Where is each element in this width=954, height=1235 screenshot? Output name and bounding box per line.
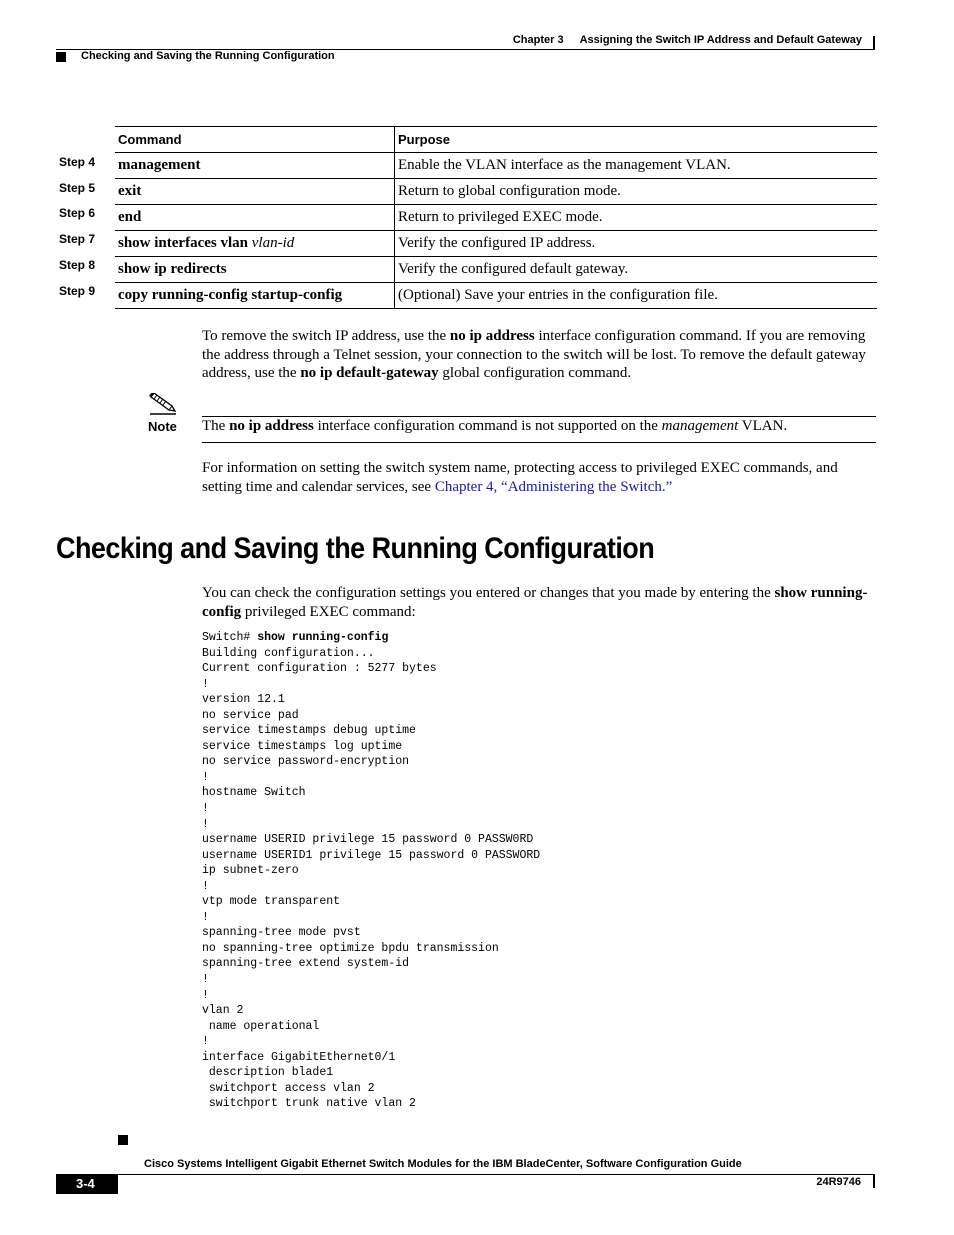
column-header-command: Command bbox=[115, 127, 395, 153]
command-cell bbox=[115, 205, 395, 231]
command-cell bbox=[115, 283, 395, 309]
cli-prompt: Switch# bbox=[202, 631, 258, 644]
command-cell bbox=[115, 257, 395, 283]
text-run: To remove the switch IP address, use the bbox=[202, 328, 450, 344]
text-run: VLAN. bbox=[738, 418, 788, 434]
code-line: username USERID privilege 15 password 0 PASSW0RD bbox=[202, 833, 534, 847]
step-label-8: Step 8 bbox=[59, 258, 96, 272]
text-run: privileged EXEC command: bbox=[241, 603, 416, 620]
command-argument: vlan-id bbox=[251, 235, 295, 251]
code-prompt-line bbox=[202, 630, 540, 646]
purpose-cell: Verify the configured default gateway. bbox=[395, 257, 878, 283]
italic-term: management bbox=[661, 418, 739, 434]
code-line: ! bbox=[202, 677, 209, 691]
code-line: description blade1 bbox=[202, 1066, 334, 1080]
command-keyword: no ip default-gateway bbox=[300, 365, 439, 381]
code-lines bbox=[202, 646, 540, 1112]
command-text: show ip redirects bbox=[118, 261, 227, 277]
code-line: no service pad bbox=[202, 708, 299, 722]
document-number: 24R9746 bbox=[816, 1176, 861, 1188]
code-line: no service password-encryption bbox=[202, 755, 410, 769]
command-text: copy running-config startup-config bbox=[118, 287, 343, 303]
text-run: interface configuration command. If you are removing the address through a Telnet session, your connection to the switch will be lost. To remove the default gateway address, use the bbox=[202, 328, 866, 381]
purpose-cell: Return to global configuration mode. bbox=[395, 179, 878, 205]
command-text: exit bbox=[118, 183, 142, 199]
step-label-5: Step 5 bbox=[59, 181, 96, 195]
footer-book-title: Cisco Systems Intelligent Gigabit Ethernet Switch Modules for the IBM BladeCenter, Software Configuration Guide bbox=[144, 1158, 742, 1170]
text-run: interface configuration command is not supported on the bbox=[313, 418, 662, 434]
note-top-rule bbox=[202, 416, 876, 417]
header-tick-mark bbox=[873, 36, 875, 50]
section-heading: Checking and Saving the Running Configuration bbox=[56, 532, 655, 565]
table-row bbox=[115, 179, 877, 205]
command-cell bbox=[115, 153, 395, 179]
code-line: name operational bbox=[202, 1019, 320, 1033]
command-text: end bbox=[118, 209, 142, 225]
running-config-code-block bbox=[202, 630, 540, 1112]
table-header-row bbox=[115, 127, 877, 153]
command-table bbox=[115, 126, 877, 309]
note-bottom-rule bbox=[202, 442, 876, 443]
command-keyword: show running-config bbox=[202, 585, 868, 620]
info-paragraph bbox=[202, 459, 878, 496]
running-header-chapter bbox=[513, 34, 862, 46]
text-run: For information on setting the switch system name, protecting access to privileged EXEC commands, and setting time and calendar services, see bbox=[202, 460, 838, 495]
code-line: Current configuration : 5277 bytes bbox=[202, 662, 437, 676]
table-row bbox=[115, 231, 877, 257]
code-line: switchport trunk native vlan 2 bbox=[202, 1097, 416, 1111]
column-header-purpose: Purpose bbox=[395, 127, 878, 153]
footer-rule bbox=[118, 1174, 875, 1175]
code-line: hostname Switch bbox=[202, 786, 306, 800]
code-line: Building configuration... bbox=[202, 646, 375, 660]
code-line: ! bbox=[202, 973, 209, 987]
text-run: global configuration command. bbox=[438, 365, 632, 381]
command-cell bbox=[115, 179, 395, 205]
code-line: vlan 2 bbox=[202, 1004, 244, 1018]
note-text bbox=[202, 418, 787, 435]
step-label-7: Step 7 bbox=[59, 232, 96, 246]
remove-ip-paragraph bbox=[202, 327, 878, 383]
code-line: ! bbox=[202, 910, 209, 924]
text-run: The bbox=[202, 418, 230, 434]
code-line: ! bbox=[202, 817, 209, 831]
code-line: ! bbox=[202, 1035, 209, 1049]
command-text: show interfaces vlan bbox=[118, 235, 248, 251]
code-line: ! bbox=[202, 988, 209, 1002]
command-cell bbox=[115, 231, 395, 257]
running-header-section: Checking and Saving the Running Configuration bbox=[81, 50, 335, 62]
purpose-cell: Return to privileged EXEC mode. bbox=[395, 205, 878, 231]
code-line: switchport access vlan 2 bbox=[202, 1081, 375, 1095]
command-keyword: no ip address bbox=[229, 418, 314, 434]
code-line: username USERID1 privilege 15 password 0 PASSWORD bbox=[202, 848, 541, 862]
purpose-cell: Verify the configured IP address. bbox=[395, 231, 878, 257]
step-label-6: Step 6 bbox=[59, 206, 96, 220]
code-line: no spanning-tree optimize bpdu transmission bbox=[202, 941, 499, 955]
code-line: ! bbox=[202, 879, 209, 893]
chapter-title: Assigning the Switch IP Address and Default Gateway bbox=[579, 34, 862, 46]
step-label-4: Step 4 bbox=[59, 155, 96, 169]
cli-command: show running-config bbox=[257, 631, 389, 644]
step-label-9: Step 9 bbox=[59, 284, 96, 298]
table-row bbox=[115, 283, 877, 309]
table-row bbox=[115, 153, 877, 179]
footer-tick-mark bbox=[873, 1174, 875, 1188]
page-number: 3-4 bbox=[56, 1174, 118, 1194]
pencil-note-icon bbox=[148, 393, 178, 420]
purpose-cell: Enable the VLAN interface as the management VLAN. bbox=[395, 153, 878, 179]
code-line: service timestamps log uptime bbox=[202, 739, 403, 753]
text-run: You can check the configuration settings you entered or changes that you made by entering the bbox=[202, 585, 775, 601]
code-line: vtp mode transparent bbox=[202, 895, 341, 909]
table-row bbox=[115, 205, 877, 231]
command-keyword: no ip address bbox=[449, 328, 535, 344]
code-line: version 12.1 bbox=[202, 693, 285, 707]
header-square-marker bbox=[56, 52, 66, 62]
code-line: interface GigabitEthernet0/1 bbox=[202, 1050, 396, 1064]
command-text: management bbox=[118, 157, 201, 173]
note-label: Note bbox=[148, 419, 177, 434]
check-config-paragraph bbox=[202, 584, 878, 621]
chapter-4-link[interactable]: Chapter 4, “Administering the Switch.” bbox=[434, 478, 673, 495]
code-line: ! bbox=[202, 802, 209, 816]
purpose-cell: (Optional) Save your entries in the configuration file. bbox=[395, 283, 878, 309]
footer-square-marker bbox=[118, 1135, 128, 1145]
table-row bbox=[115, 257, 877, 283]
code-line: spanning-tree mode pvst bbox=[202, 926, 361, 940]
code-line: ! bbox=[202, 770, 209, 784]
code-line: spanning-tree extend system-id bbox=[202, 957, 410, 971]
chapter-number: Chapter 3 bbox=[512, 34, 564, 46]
code-line: ip subnet-zero bbox=[202, 864, 299, 878]
code-line: service timestamps debug uptime bbox=[202, 724, 416, 738]
